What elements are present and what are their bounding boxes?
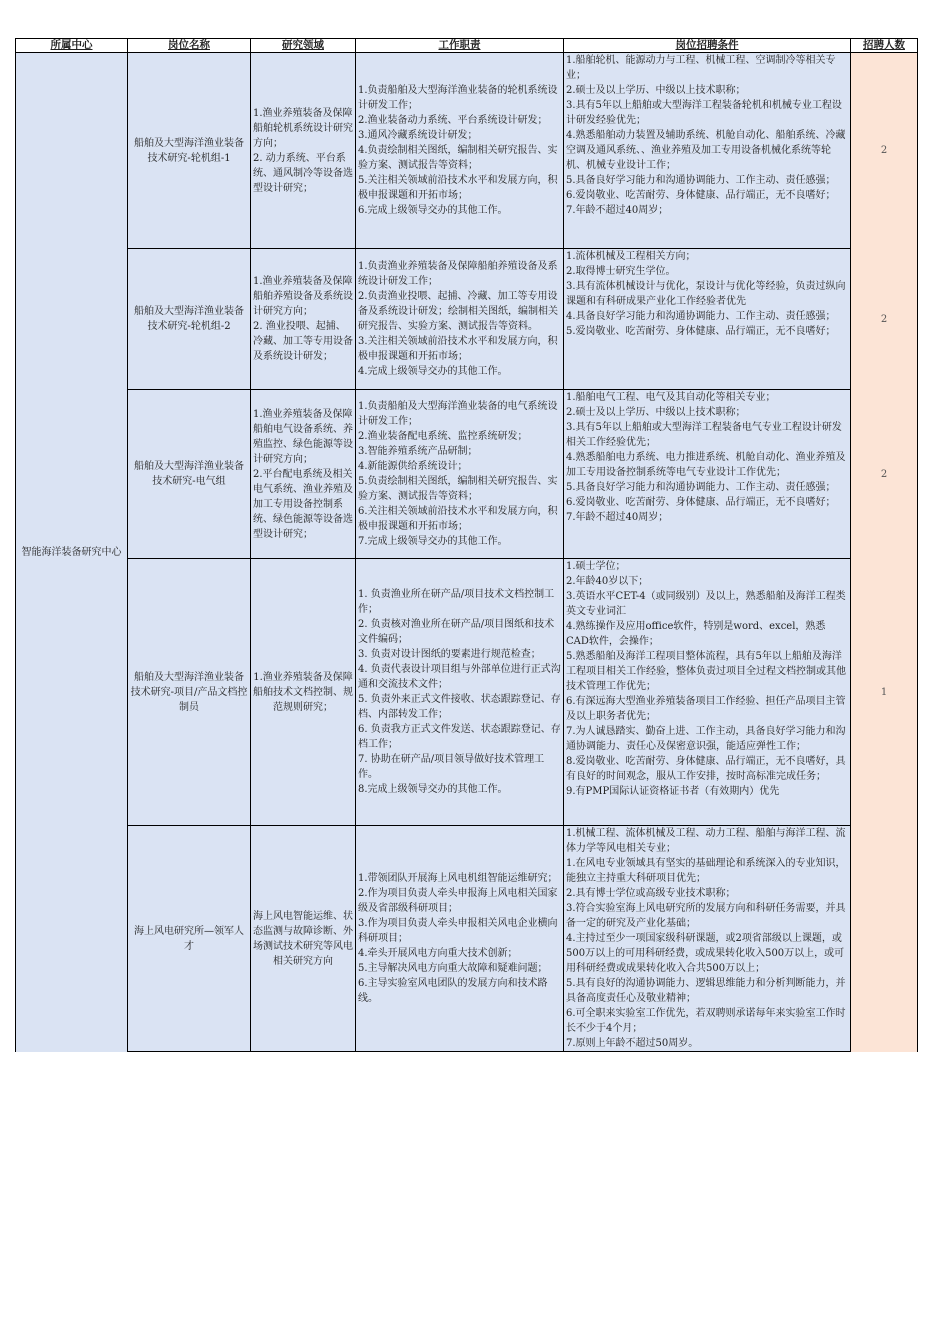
position-cell: 船舶及大型海洋渔业装备技术研究-轮机组-2 [128, 249, 251, 390]
count-cell [851, 826, 918, 1052]
list-item: 3.具有5年以上船舶或大型海洋工程装备轮机和机械专业工程设计研发经验优先； [566, 100, 842, 126]
list-item: 2. 负责核对渔业所在研产品/项目图纸和技术文件编码； [358, 619, 555, 645]
list-item: 6.有深远海大型渔业养殖装备项目工作经验、担任产品项目主管及以上职务者优先； [566, 696, 846, 722]
list-item: 2.渔业装备配电系统、监控系统研发； [358, 431, 528, 442]
list-item: 5.具有良好的沟通协调能力、逻辑思维能力和分析判断能力，并具备高度责任心及敬业精神； [566, 978, 846, 1004]
list-item: 7.为人诚恳踏实、勤奋上进、工作主动，具备良好学习能力和沟通协调能力、责任心及保密意识强，能适应弹性工作； [566, 726, 846, 752]
list-item: 5.关注相关领域前沿技术水平和发展方向，积极申报课题和开拓市场； [358, 175, 558, 201]
count-cell: 2 [851, 53, 918, 249]
list-item: 6.主导实验室风电团队的发展方向和技术路线。 [358, 978, 548, 1004]
list-item: 1.渔业养殖装备及保障船舶技术文档控制、规范规则研究； [253, 671, 353, 713]
list-item: 9.有PMP国际认证资格证书者（有效期内）优先 [566, 786, 780, 797]
table-row [16, 826, 918, 1052]
duties-cell-content [358, 587, 561, 797]
field-cell [251, 53, 356, 249]
list-item: 4.牵头开展风电方向重大技术创新； [358, 948, 518, 959]
count-cell: 2 [851, 249, 918, 390]
list-item: 3.英语水平CET-4（或同级别）及以上，熟悉船舶及海洋工程类英文专业词汇 [566, 591, 846, 617]
list-item: 7.完成上级领导交办的其他工作。 [358, 536, 508, 547]
duties-cell-content [358, 399, 561, 549]
table-row [16, 559, 918, 826]
list-item: 3.智能养殖系统产品研制； [358, 446, 478, 457]
duties-cell-content [358, 259, 561, 379]
list-item: 海上风电智能运维、状态监测与故障诊断、外场测试技术研究等风电相关研究方向 [253, 910, 353, 967]
list-item: 1.流体机械及工程相关方向； [566, 251, 696, 262]
field-cell-content [253, 274, 353, 364]
header-position: 岗位名称 [128, 39, 251, 53]
list-item: 3.作为项目负责人牵头申报相关风电企业横向科研项目； [358, 918, 558, 944]
requirements-cell [564, 390, 851, 559]
list-item: 7.原则上年龄不超过50周岁。 [566, 1038, 699, 1049]
list-item: 4. 负责代表设计项目组与外部单位进行正式沟通和交流技术文件； [358, 664, 561, 690]
duties-cell [356, 249, 564, 390]
position-cell: 船舶及大型海洋渔业装备技术研究-轮机组-1 [128, 53, 251, 249]
list-item: 1.负责船舶及大型海洋渔业装备的轮机系统设计研发工作； [358, 85, 558, 111]
list-item: 2. 渔业投喂、起捕、冷藏、加工等专用设备及系统设计研发； [253, 321, 353, 362]
list-item: 3.具有流体机械设计与优化，泵设计与优化等经验，负责过纵向课题和有科研成果产业化工作经验者优先 [566, 281, 846, 307]
list-item: 2.作为项目负责人牵头申报海上风电相关国家级及省部级科研项目； [358, 888, 558, 914]
requirements-cell-content [566, 390, 848, 525]
requirements-cell [564, 249, 851, 390]
list-item: 6.爱岗敬业、吃苦耐劳、身体健康、品行端正，无不良嗜好； [566, 190, 836, 201]
field-cell [251, 826, 356, 1052]
table-body [16, 53, 918, 1052]
position-cell: 船舶及大型海洋渔业装备技术研究-项目/产品文档控制员 [128, 559, 251, 826]
field-cell-content [253, 106, 353, 196]
list-item: 2.平台配电系统及相关电气系统、渔业养殖及加工专用设备控制系统、绿色能源等设备选型设计研究； [253, 468, 353, 540]
list-item: 4.熟练操作及应用office软件，特别是word、excel，熟悉CAD软件，会操作； [566, 621, 826, 647]
list-item: 1.带领团队开展海上风电机组智能运维研究； [358, 873, 558, 884]
list-item: 2.渔业装备动力系统、平台系统设计研发； [358, 115, 548, 126]
list-item: 5. 负责外来正式文件接收、状态跟踪登记、存档、内部转发工作； [358, 694, 561, 720]
list-item: 1.渔业养殖装备及保障船舶电气设备系统、养殖监控、绿色能源等设计研究方向； [253, 408, 353, 465]
list-item: 4.主持过至少一项国家级科研课题，或2项省部级以上课题，或500万以上的可用科研经费，或成果转化收入500万以上，或可用科研经费或成果转化收入合共500万以上； [566, 933, 845, 974]
recruitment-table [15, 38, 918, 1052]
list-item: 3.具有5年以上船舶或大型海洋工程装备电气专业工程设计研发相关工作经验优先； [566, 422, 842, 448]
field-cell-content [253, 407, 353, 542]
list-item: 1. 负责渔业所在研产品/项目技术文档控制工作； [358, 589, 555, 615]
list-item: 1.负责渔业养殖装备及保障船舶养殖设备及系统设计研发工作； [358, 261, 558, 287]
list-item: 4.完成上级领导交办的其他工作。 [358, 366, 508, 377]
count-cell: 2 [851, 390, 918, 559]
field-cell-content [253, 909, 353, 969]
requirements-cell [564, 559, 851, 826]
header-requirements: 岗位招聘条件 [564, 39, 851, 53]
list-item: 3.符合实验室海上风电研究所的发展方向和科研任务需要，并具备一定的研究及产业化基础； [566, 903, 846, 929]
duties-cell [356, 559, 564, 826]
list-item: 2.年龄40岁以下； [566, 576, 649, 587]
list-item: 5.熟悉船舶及海洋工程项目整体流程，具有5年以上船舶及海洋工程项目相关工作经验，整体负责过项目全过程文档控制或其他技术管理工作优先； [566, 651, 846, 692]
duties-cell [356, 826, 564, 1052]
list-item: 6.关注相关领域前沿技术水平和发展方向，积极申报课题和开拓市场； [358, 506, 558, 532]
list-item: 4.熟悉船舶电力系统、电力推进系统、机舱自动化、渔业养殖及加工专用设备控制系统等电气专业设计工作优先； [566, 452, 846, 478]
requirements-cell-content [566, 249, 848, 339]
list-item: 2. 动力系统、平台系统、通风制冷等设备选型设计研究； [253, 152, 353, 194]
list-item: 8.完成上级领导交办的其他工作。 [358, 784, 508, 795]
list-item: 7. 协助在研产品/项目领导做好技术管理工作。 [358, 754, 545, 780]
list-item: 5.具备良好学习能力和沟通协调能力、工作主动、责任感强； [566, 175, 836, 186]
count-cell: 1 [851, 559, 918, 826]
position-cell: 海上风电研究所—领军人才 [128, 826, 251, 1052]
list-item: 1.船舶轮机、能源动力与工程、机械工程、空调制冷等相关专业； [566, 55, 836, 81]
table-header-row [16, 39, 918, 53]
table-row [16, 390, 918, 559]
field-cell [251, 249, 356, 390]
list-item: 5.具备良好学习能力和沟通协调能力、工作主动、责任感强； [566, 482, 836, 493]
list-item: 3.通风冷藏系统设计研发； [358, 130, 478, 141]
list-item: 6.爱岗敬业、吃苦耐劳、身体健康、品行端正，无不良嗜好； [566, 497, 836, 508]
header-duties: 工作职责 [356, 39, 564, 53]
list-item: 7.年龄不超过40周岁； [566, 205, 669, 216]
requirements-cell [564, 53, 851, 249]
list-item: 1.船舶电气工程、电气及其自动化等相关专业； [566, 392, 776, 403]
requirements-cell-content [566, 559, 848, 799]
list-item: 3.关注相关领域前沿技术水平和发展方向，积极申报课题和开拓市场； [358, 336, 558, 362]
list-item: 6.可全职来实验室工作优先，若双聘则承诺每年来实验室工作时长不少于4个月； [566, 1008, 846, 1034]
list-item: 2.取得博士研究生学位。 [566, 266, 676, 277]
table-row [16, 249, 918, 390]
list-item: 2.硕士及以上学历、中级以上技术职称； [566, 85, 746, 96]
position-cell: 船舶及大型海洋渔业装备技术研究-电气组 [128, 390, 251, 559]
list-item: 7.年龄不超过40周岁； [566, 512, 669, 523]
header-center: 所属中心 [16, 39, 128, 53]
list-item: 5.主导解决风电方向重大故障和疑难问题； [358, 963, 548, 974]
list-item: 6. 负责我方正式文件发送、状态跟踪登记、存档工作； [358, 724, 561, 750]
table-row [16, 53, 918, 249]
requirements-cell-content [566, 53, 848, 218]
duties-cell [356, 53, 564, 249]
center-cell: 智能海洋装备研究中心 [16, 53, 128, 1052]
field-cell [251, 390, 356, 559]
list-item: 2.硕士及以上学历、中级以上技术职称； [566, 407, 746, 418]
list-item: 4.熟悉船舶动力装置及辅助系统、机舱自动化、船舶系统、冷藏空调及通风系统、、渔业养殖及加工专用设备机械化系统等轮机、机械专业设计工作； [566, 130, 846, 171]
list-item: 6.完成上级领导交办的其他工作。 [358, 205, 508, 216]
requirements-cell-content [566, 826, 848, 1051]
duties-cell-content [358, 83, 561, 218]
list-item: 8.爱岗敬业、吃苦耐劳、身体健康、品行端正，无不良嗜好，具有良好的时间观念，服从工作安排，按时高标准完成任务； [566, 756, 846, 782]
list-item: 4.新能源供给系统设计； [358, 461, 468, 472]
list-item: 5.爱岗敬业、吃苦耐劳、身体健康、品行端正，无不良嗜好； [566, 326, 836, 337]
requirements-cell [564, 826, 851, 1052]
list-item: 4.负责绘制相关图纸，编制相关研究报告、实验方案、测试报告等资料； [358, 145, 558, 171]
list-item: 1.渔业养殖装备及保障船舶养殖设备及系统设计研究方向； [253, 276, 353, 317]
list-item: 1.在风电专业领域具有坚实的基础理论和系统深入的专业知识，能独立主持重大科研项目优先； [566, 858, 846, 884]
header-count: 招聘人数 [851, 39, 918, 53]
list-item: 1.负责船舶及大型海洋渔业装备的电气系统设计研发工作； [358, 401, 558, 427]
duties-cell-content [358, 871, 561, 1006]
field-cell-content [253, 670, 353, 715]
duties-cell [356, 390, 564, 559]
list-item: 1.硕士学位； [566, 561, 626, 572]
list-item: 3. 负责对设计图纸的要素进行规范检查； [358, 649, 541, 660]
list-item: 4.具备良好学习能力和沟通协调能力、工作主动、责任感强； [566, 311, 836, 322]
list-item: 1.渔业养殖装备及保障船舶轮机系统设计研究方向； [253, 107, 353, 149]
list-item: 1.机械工程、流体机械及工程、动力工程、船舶与海洋工程、流体力学等风电相关专业； [566, 828, 846, 854]
list-item: 5.负责绘制相关图纸，编制相关研究报告、实验方案、测试报告等资料； [358, 476, 558, 502]
list-item: 2.负责渔业投喂、起捕、冷藏、加工等专用设备及系统设计研发；绘制相关图纸，编制相关研究报告、实验方案、测试报告等资料。 [358, 291, 558, 332]
header-field: 研究领域 [251, 39, 356, 53]
list-item: 2.具有博士学位或高级专业技术职称； [566, 888, 736, 899]
field-cell [251, 559, 356, 826]
